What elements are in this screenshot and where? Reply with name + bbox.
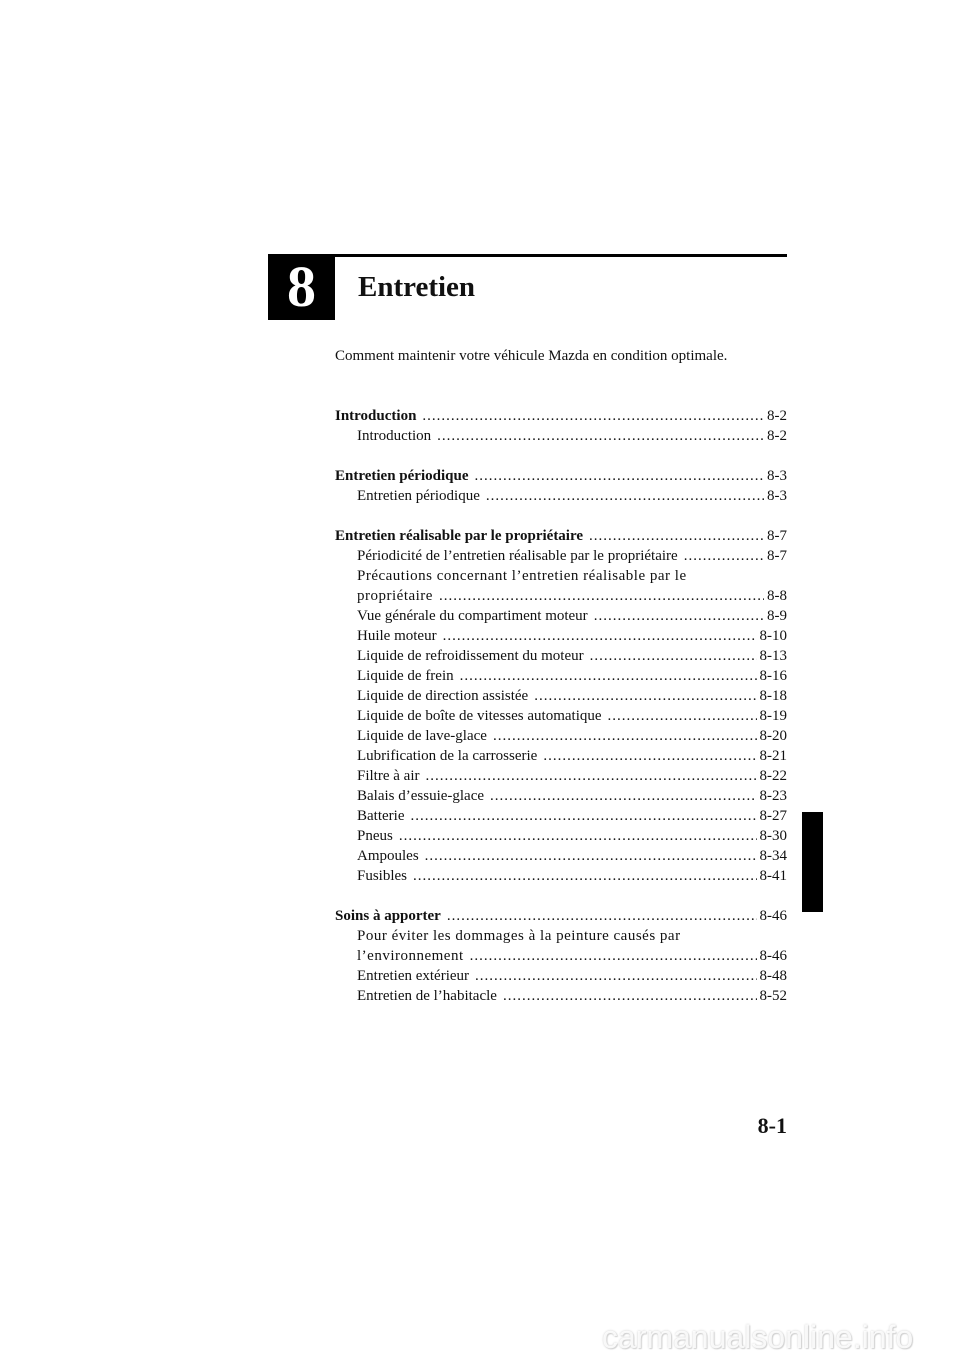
toc-page-ref: 8-52 (759, 988, 787, 1004)
dot-leader (534, 686, 756, 706)
dot-leader (447, 906, 757, 926)
dot-leader (493, 726, 757, 746)
toc-entry[interactable] (335, 586, 787, 606)
chapter-thumb-tab (802, 812, 823, 912)
dot-leader (439, 586, 764, 606)
chapter-title: Entretien (358, 271, 476, 303)
toc-entry[interactable] (335, 666, 787, 686)
toc-entry[interactable] (335, 826, 787, 846)
dot-leader (594, 606, 764, 626)
toc-page-ref: 8-2 (767, 428, 787, 444)
toc-entry[interactable] (335, 606, 787, 626)
toc-entry[interactable] (335, 766, 787, 786)
toc-heading-label: Entretien réalisable par le propriétaire (335, 528, 584, 544)
toc-heading-label: Introduction (335, 408, 417, 424)
toc-entry[interactable] (335, 546, 787, 566)
toc-entry-label: Batterie (357, 808, 405, 824)
toc-heading-label: Soins à apporter (335, 908, 441, 924)
toc-entry-label: Entretien périodique (357, 488, 480, 504)
toc-entry[interactable] (335, 646, 787, 666)
dot-leader (443, 626, 757, 646)
toc-entry[interactable] (335, 806, 787, 826)
toc-entry[interactable] (335, 866, 787, 886)
toc-page-ref: 8-7 (767, 528, 787, 544)
toc-entry-label: Pneus (357, 828, 393, 844)
header-rule (335, 254, 787, 257)
dot-leader (470, 946, 757, 966)
toc-entry[interactable] (335, 686, 787, 706)
dot-leader (684, 546, 764, 566)
toc-entry-label: Liquide de frein (357, 668, 454, 684)
toc-entry-label: Huile moteur (357, 628, 437, 644)
toc-entry-label: Vue générale du compartiment moteur (357, 608, 588, 624)
toc-entry-label: Lubrification de la carrosserie (357, 748, 538, 764)
dot-leader (608, 706, 757, 726)
dot-leader (590, 646, 757, 666)
toc-heading[interactable] (335, 466, 787, 486)
toc-page-ref: 8-8 (767, 588, 787, 604)
watermark: carmanualsonline.info (602, 1319, 914, 1355)
dot-leader (486, 486, 764, 506)
toc-entry-first-line[interactable]: Précautions concernant l’entretien réalisable par le (357, 568, 687, 584)
dot-leader (589, 526, 764, 546)
toc-page-ref: 8-23 (759, 788, 787, 804)
toc-heading-label: Entretien périodique (335, 468, 469, 484)
toc-entry[interactable] (335, 946, 787, 966)
toc-entry-label: Balais d’essuie-glace (357, 788, 485, 804)
toc-page-ref: 8-3 (767, 468, 787, 484)
dot-leader (543, 746, 756, 766)
toc-page-ref: 8-48 (759, 968, 787, 984)
dot-leader (460, 666, 757, 686)
toc-entry[interactable] (335, 846, 787, 866)
toc-entry[interactable] (335, 486, 787, 506)
dot-leader (413, 866, 756, 886)
dot-leader (422, 406, 764, 426)
toc-heading[interactable] (335, 526, 787, 546)
page-number: 8-1 (757, 1113, 787, 1138)
toc-page-ref: 8-30 (759, 828, 787, 844)
toc-entry-label: Fusibles (357, 868, 408, 884)
toc-heading[interactable] (335, 406, 787, 426)
toc-page-ref: 8-46 (759, 908, 787, 924)
toc-page-ref: 8-7 (767, 548, 787, 564)
dot-leader (503, 986, 757, 1006)
toc-page-ref: 8-22 (759, 768, 787, 784)
toc-section-proprietaire (335, 526, 787, 886)
toc-page-ref: 8-34 (759, 848, 787, 864)
toc-entry[interactable] (335, 966, 787, 986)
toc-entry[interactable] (335, 986, 787, 1006)
toc-entry[interactable] (335, 746, 787, 766)
toc-entry-label: Liquide de refroidissement du moteur (357, 648, 584, 664)
toc-page-ref: 8-46 (759, 948, 787, 964)
dot-leader (475, 966, 756, 986)
toc-entry-label: Périodicité de l’entretien réalisable par le propriétaire (357, 548, 678, 564)
dot-leader (474, 466, 764, 486)
dot-leader (410, 806, 756, 826)
toc-page-ref: 8-20 (759, 728, 787, 744)
toc-entry-label: Liquide de direction assistée (357, 688, 529, 704)
toc-entry[interactable] (335, 426, 787, 446)
toc-entry-label: Introduction (357, 428, 432, 444)
dot-leader (437, 426, 764, 446)
toc-entry-label: Filtre à air (357, 768, 420, 784)
toc-section-soins (335, 906, 787, 1006)
toc-entry-label: l’environnement (357, 948, 464, 964)
toc-page-ref: 8-27 (759, 808, 787, 824)
toc-entry[interactable] (335, 726, 787, 746)
toc-entry-label: Entretien de l’habitacle (357, 988, 497, 1004)
toc-entry-label: Liquide de lave-glace (357, 728, 487, 744)
toc-page-ref: 8-18 (759, 688, 787, 704)
dot-leader (425, 846, 757, 866)
toc-entry-label: Liquide de boîte de vitesses automatique (357, 708, 602, 724)
toc-page-ref: 8-2 (767, 408, 787, 424)
toc-entry-label: propriétaire (357, 588, 433, 604)
toc-heading[interactable] (335, 906, 787, 926)
toc-entry-label: Ampoules (357, 848, 419, 864)
toc-section-periodique (335, 466, 787, 506)
toc-entry-first-line[interactable]: Pour éviter les dommages à la peinture causés par (357, 928, 681, 944)
toc-entry-label: Entretien extérieur (357, 968, 470, 984)
dot-leader (425, 766, 756, 786)
table-of-contents (335, 406, 787, 1026)
toc-page-ref: 8-21 (759, 748, 787, 764)
toc-entry[interactable] (335, 786, 787, 806)
toc-entry[interactable] (335, 626, 787, 646)
chapter-subtitle: Comment maintenir votre véhicule Mazda en condition optimale. (335, 348, 728, 364)
toc-section-introduction (335, 406, 787, 446)
toc-page-ref: 8-16 (759, 668, 787, 684)
toc-page-ref: 8-41 (759, 868, 787, 884)
toc-page-ref: 8-9 (767, 608, 787, 624)
toc-page-ref: 8-19 (759, 708, 787, 724)
toc-page-ref: 8-10 (759, 628, 787, 644)
toc-page-ref: 8-13 (759, 648, 787, 664)
dot-leader (490, 786, 756, 806)
toc-page-ref: 8-3 (767, 488, 787, 504)
toc-entry[interactable] (335, 706, 787, 726)
dot-leader (399, 826, 757, 846)
chapter-number-box: 8 (268, 254, 335, 320)
